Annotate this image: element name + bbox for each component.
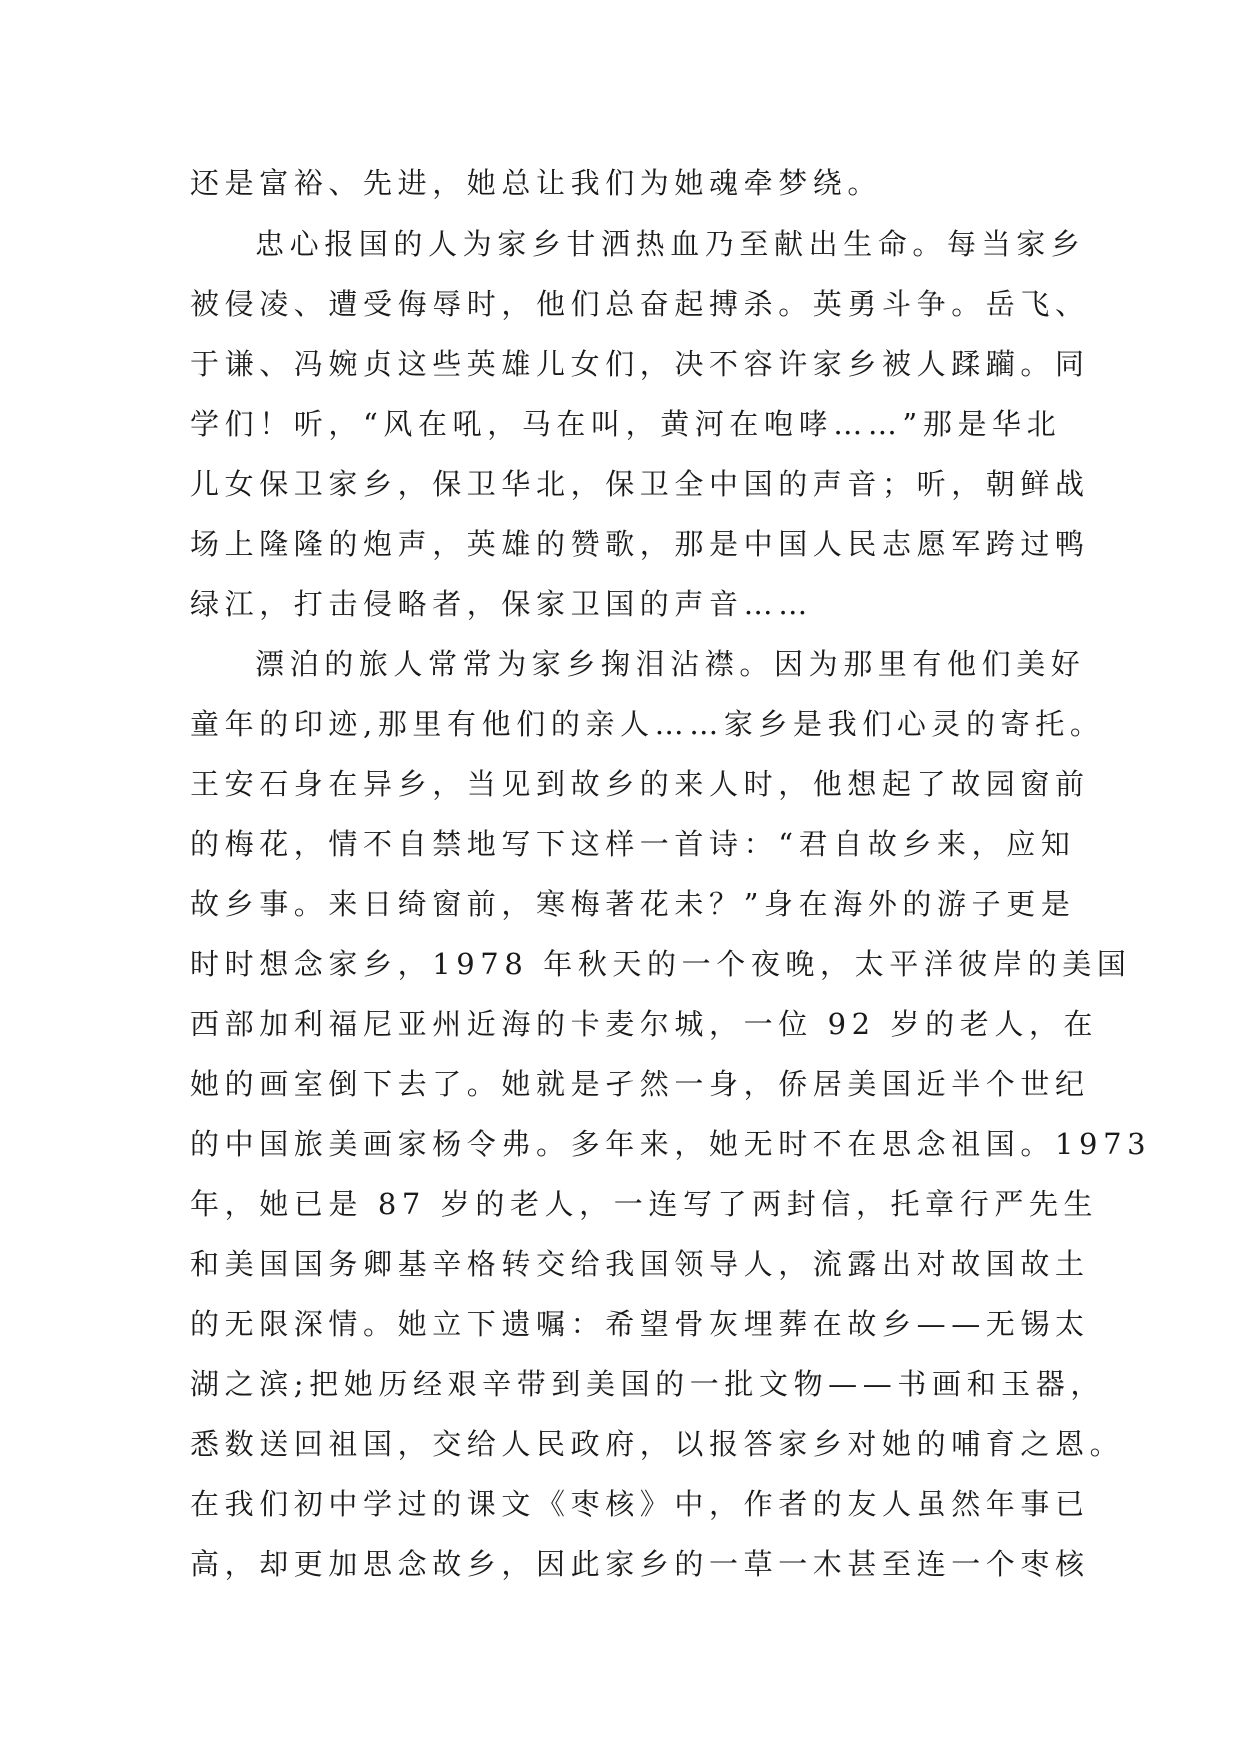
text-line: 在我们初中学过的课文《枣核》中，作者的友人虽然年事已 bbox=[190, 1487, 1090, 1521]
text-line: 时时想念家乡，1978 年秋天的一个夜晚，太平洋彼岸的美国 bbox=[190, 947, 1132, 981]
text-line: 被侵凌、遭受侮辱时，他们总奋起搏杀。英勇斗争。岳飞、 bbox=[190, 287, 1090, 321]
paragraph-first-line: 漂泊的旅人常常为家乡掬泪沾襟。因为那里有他们美好 bbox=[255, 647, 1086, 681]
text-line: 的无限深情。她立下遗嘱：希望骨灰埋葬在故乡——无锡太 bbox=[190, 1307, 1090, 1341]
text-line: 绿江，打击侵略者，保家卫国的声音…… bbox=[190, 587, 813, 621]
text-line: 童年的印迹,那里有他们的亲人……家乡是我们心灵的寄托。 bbox=[190, 707, 1105, 741]
text-line: 悉数送回祖国，交给人民政府，以报答家乡对她的哺育之恩。 bbox=[190, 1427, 1125, 1461]
text-line: 她的画室倒下去了。她就是孑然一身，侨居美国近半个世纪 bbox=[190, 1067, 1090, 1101]
paragraph-first-line: 忠心报国的人为家乡甘洒热血乃至献出生命。每当家乡 bbox=[255, 227, 1086, 261]
text-line: 学们！听，“风在吼，马在叫，黄河在咆哮……”那是华北 bbox=[190, 407, 1062, 441]
text-line: 故乡事。来日绮窗前，寒梅著花未？”身在海外的游子更是 bbox=[190, 887, 1076, 921]
text-line: 的中国旅美画家杨令弗。多年来，她无时不在思念祖国。1973 bbox=[190, 1127, 1152, 1161]
text-line: 于谦、冯婉贞这些英雄儿女们，决不容许家乡被人蹂躏。同 bbox=[190, 347, 1090, 381]
text-line: 年，她已是 87 岁的老人，一连写了两封信，托章行严先生 bbox=[190, 1187, 1099, 1221]
text-line: 的梅花，情不自禁地写下这样一首诗：“君自故乡来，应知 bbox=[190, 827, 1076, 861]
text-line: 儿女保卫家乡，保卫华北，保卫全中国的声音；听，朝鲜战 bbox=[190, 467, 1090, 501]
text-line: 还是富裕、先进，她总让我们为她魂牵梦绕。 bbox=[190, 166, 883, 200]
text-line: 和美国国务卿基辛格转交给我国领导人，流露出对故国故土 bbox=[190, 1247, 1090, 1281]
text-line: 场上隆隆的炮声，英雄的赞歌，那是中国人民志愿军跨过鸭 bbox=[190, 527, 1090, 561]
text-line: 高，却更加思念故乡，因此家乡的一草一木甚至连一个枣核 bbox=[190, 1547, 1090, 1581]
text-line: 西部加利福尼亚州近海的卡麦尔城，一位 92 岁的老人，在 bbox=[190, 1007, 1099, 1041]
text-line: 湖之滨;把她历经艰辛带到美国的一批文物——书画和玉器， bbox=[190, 1367, 1105, 1401]
text-line: 王安石身在异乡，当见到故乡的来人时，他想起了故园窗前 bbox=[190, 767, 1090, 801]
